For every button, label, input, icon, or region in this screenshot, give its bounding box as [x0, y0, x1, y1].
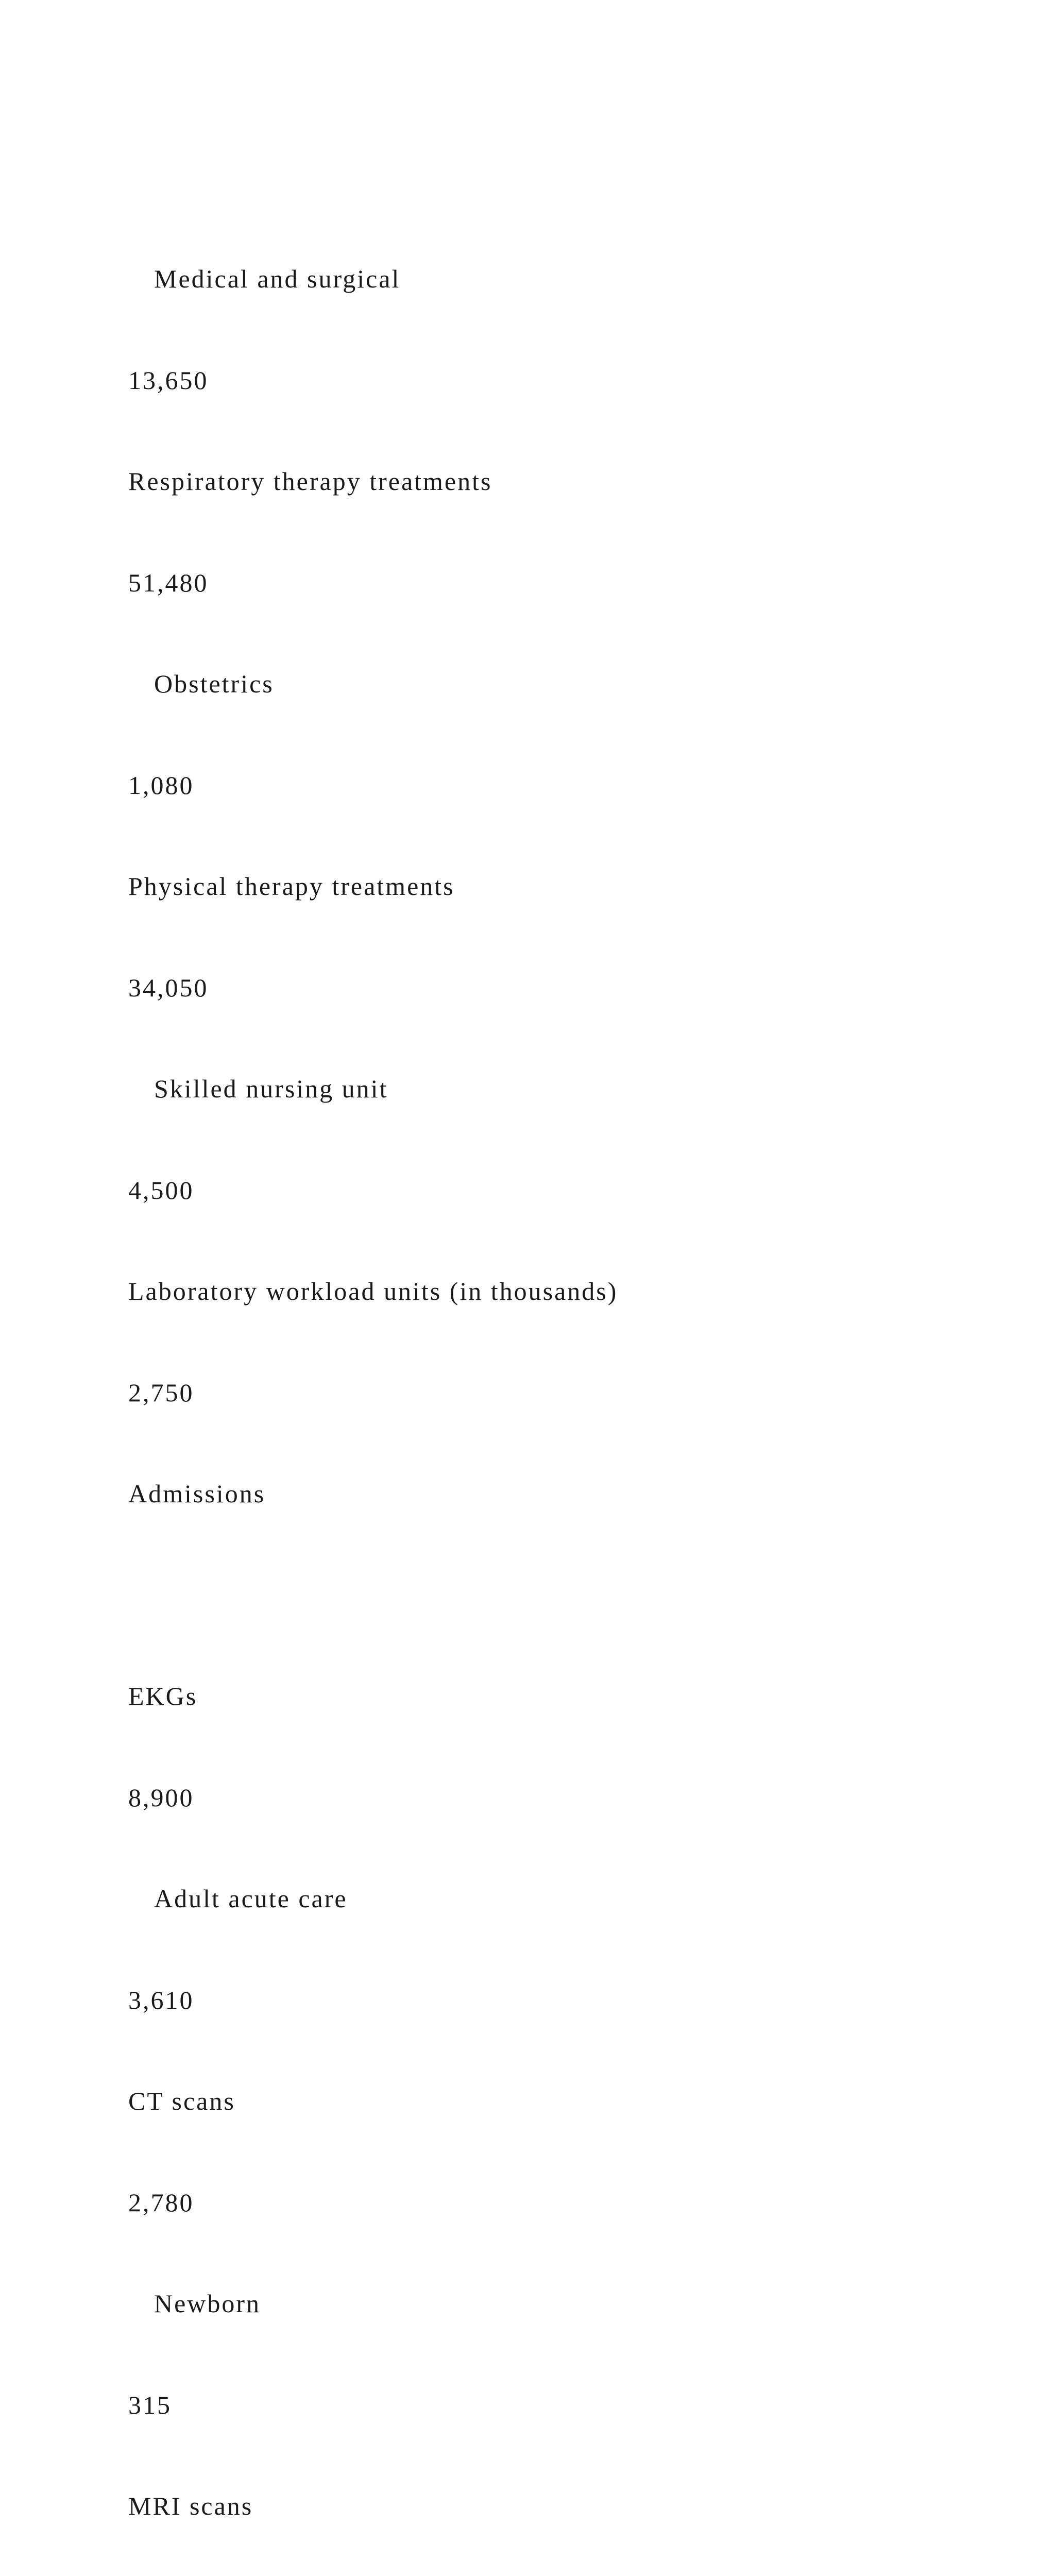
- text-line-value: 1,080: [128, 770, 194, 800]
- text-line-value: 8,900: [128, 1783, 194, 1812]
- text-line-value: 315: [128, 2390, 172, 2419]
- text-line-ekgs: EKGs: [128, 1682, 198, 1710]
- text-line-medical-surgical: Medical and surgical: [154, 264, 401, 293]
- text-line-mri-scans: MRI scans: [128, 2492, 253, 2520]
- text-line-value: 13,650: [128, 365, 209, 395]
- text-line-physical-therapy: Physical therapy treatments: [128, 872, 455, 901]
- text-line-obstetrics: Obstetrics: [154, 669, 274, 698]
- text-line-laboratory-workload: Laboratory workload units (in thousands): [128, 1277, 618, 1306]
- document-text-block: [128, 195, 618, 2576]
- text-line-admissions: Admissions: [128, 1479, 266, 1508]
- text-line-adult-acute-care: Adult acute care: [154, 1884, 348, 1913]
- text-line-value: 34,050: [128, 973, 209, 1002]
- text-line-value: 2,780: [128, 2188, 194, 2217]
- text-line-value: 3,610: [128, 1985, 194, 2014]
- text-line-value: 4,500: [128, 1175, 194, 1205]
- text-line-value: 2,750: [128, 1378, 194, 1407]
- text-line-respiratory-therapy: Respiratory therapy treatments: [128, 467, 492, 496]
- text-line-ct-scans: CT scans: [128, 2087, 235, 2115]
- text-line-value: 51,480: [128, 568, 209, 597]
- blank-line: [128, 1579, 618, 1613]
- text-line-newborn: Newborn: [154, 2289, 261, 2318]
- text-line-skilled-nursing: Skilled nursing unit: [154, 1074, 388, 1103]
